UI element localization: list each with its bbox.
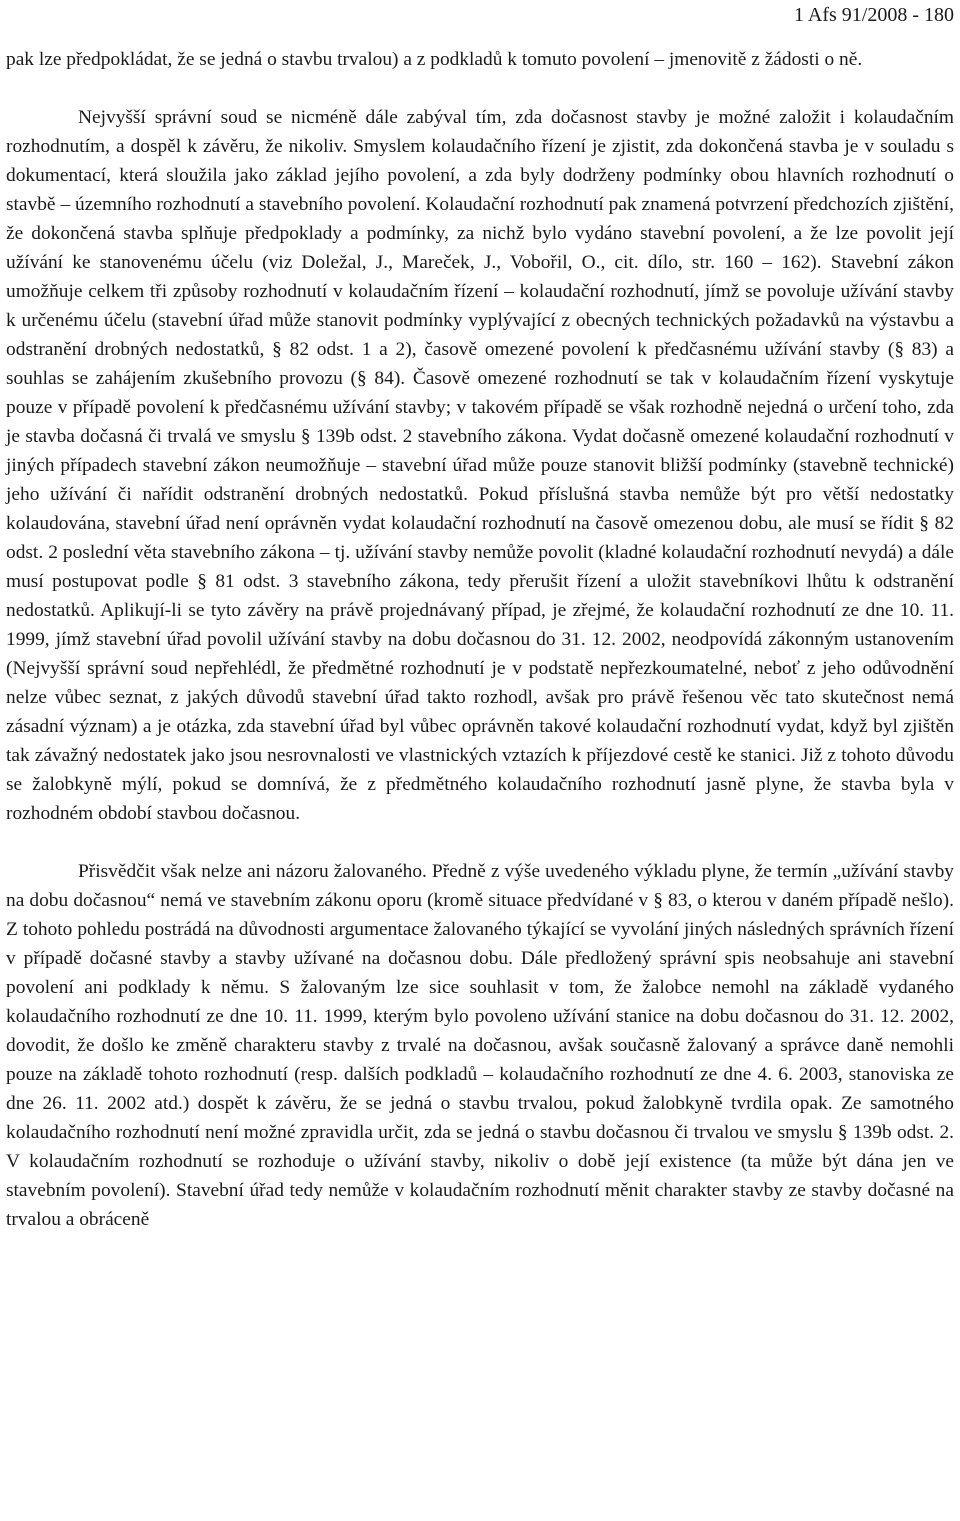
case-number-header: 1 Afs 91/2008 - 180	[794, 4, 954, 26]
paragraph-continuation: pak lze předpokládat, že se jedná o stavbu trvalou) a z podkladů k tomuto povolení – jmenovitě z žádosti o ně.	[6, 49, 863, 70]
document-body	[6, 45, 954, 1234]
paragraph-zalovany: Přisvědčit však nelze ani názoru žalovaného. Předně z výše uvedeného výkladu plyne, že termín „užívání stavby na dobu dočasnou“ nemá ve stavebním zákonu oporu (kromě situace předvídané v § 83, o kterou v daném případě nešlo). Z tohoto pohledu postrádá na důvodnosti argumentace žalovaného týkající se vyvolání jiných následných správních řízení v případě dočasné stavby a stavby užívané na dočasnou dobu. Dále předložený správní spis neobsahuje ani stavební povolení ani podklady k němu. S žalovaným lze sice souhlasit v tom, že žalobce nemohl na základě vydaného kolaudačního rozhodnutí ze dne 10. 11. 1999, kterým bylo povoleno užívání stanice na dobu dočasnou do 31. 12. 2002, dovodit, že došlo ke změně charakteru stavby z trvalé na dočasnou, avšak současně žalovaný a správce daně nemohli pouze na základě tohoto rozhodnutí (resp. dalších podkladů – kolaudačního rozhodnutí ze dne 4. 6. 2003, stanoviska ze dne 26. 11. 2002 atd.) dospět k závěru, že se jedná o stavbu trvalou, pokud žalobkyně tvrdila opak. Ze samotného kolaudačního rozhodnutí není možné zpravidla určit, zda se jedná o stavbu dočasnou či trvalou ve smyslu § 139b odst. 2. V kolaudačním rozhodnutí se rozhoduje o užívání stavby, nikoliv o době její existence (ta může být dána jen ve stavebním povolení). Stavební úřad tedy nemůže v kolaudačním rozhodnutí měnit charakter stavby ze stavby dočasné na trvalou a obráceně	[6, 861, 954, 1230]
paragraph-gap	[6, 74, 954, 103]
paragraph-gap	[6, 828, 954, 857]
paragraph-kolaudace: Nejvyšší správní soud se nicméně dále zabýval tím, zda dočasnost stavby je možné založit i kolaudačním rozhodnutím, a dospěl k závěru, že nikoliv. Smyslem kolaudačního řízení je zjistit, zda dokončená stavba je v souladu s dokumentací, která sloužila jako základ jejího povolení, a zda byly dodrženy podmínky obou hlavních rozhodnutí o stavbě – územního rozhodnutí a stavebního povolení. Kolaudační rozhodnutí pak znamená potvrzení předchozích zjištění, že dokončená stavba splňuje předpoklady a podmínky, za nichž bylo vydáno stavební povolení, a že lze povolit její užívání ke stanovenému účelu (viz Doležal, J., Mareček, J., Vobořil, O., cit. dílo, str. 160 – 162). Stavební zákon umožňuje celkem tři způsoby rozhodnutí v kolaudačním řízení – kolaudační rozhodnutí, jímž se povoluje užívání stavby k určenému účelu (stavební úřad může stanovit podmínky vyplývající z obecných technických požadavků na výstavbu a odstranění drobných nedostatků, § 82 odst. 1 a 2), časově omezené povolení k předčasnému užívání stavby (§ 83) a souhlas se zahájením zkušebního provozu (§ 84). Časově omezené rozhodnutí se tak v kolaudačním řízení vyskytuje pouze v případě povolení k předčasnému užívání stavby; v takovém případě se však rozhodně nejedná o určení toho, zda je stavba dočasná či trvalá ve smyslu § 139b odst. 2 stavebního zákona. Vydat dočasně omezené kolaudační rozhodnutí v jiných případech stavební zákon neumožňuje – stavební úřad může pouze stanovit bližší podmínky (stavebně technické) jeho užívání či nařídit odstranění drobných nedostatků. Pokud příslušná stavba nemůže být pro větší nedostatky kolaudována, stavební úřad není oprávněn vydat kolaudační rozhodnutí na časově omezenou dobu, ale musí se řídit § 82 odst. 2 poslední věta stavebního zákona – tj. užívání stavby nemůže povolit (kladné kolaudační rozhodnutí nevydá) a dále musí postupovat podle § 81 odst. 3 stavebního zákona, tedy přerušit řízení a uložit stavebníkovi lhůtu k odstranění nedostatků. Aplikují-li se tyto závěry na právě projednávaný případ, je zřejmé, že kolaudační rozhodnutí ze dne 10. 11. 1999, jímž stavební úřad povolil užívání stavby na dobu dočasnou do 31. 12. 2002, neodpovídá zákonným ustanovením (Nejvyšší správní soud nepřehlédl, že předmětné rozhodnutí je v podstatě nepřezkoumatelné, neboť z jeho odůvodnění nelze vůbec seznat, z jakých důvodů stavební úřad takto rozhodl, avšak pro právě řešenou věc tato skutečnost nemá zásadní význam) a je otázka, zda stavební úřad byl vůbec oprávněn takové kolaudační rozhodnutí vydat, když byl zjištěn tak závažný nedostatek jako jsou nesrovnalosti ve vlastnických vztazích k příjezdové cestě ke stanici. Již z tohoto důvodu se žalobkyně mýlí, pokud se domnívá, že z předmětného kolaudačního rozhodnutí jasně plyne, že stavba byla v rozhodném období stavbou dočasnou.	[6, 107, 954, 824]
